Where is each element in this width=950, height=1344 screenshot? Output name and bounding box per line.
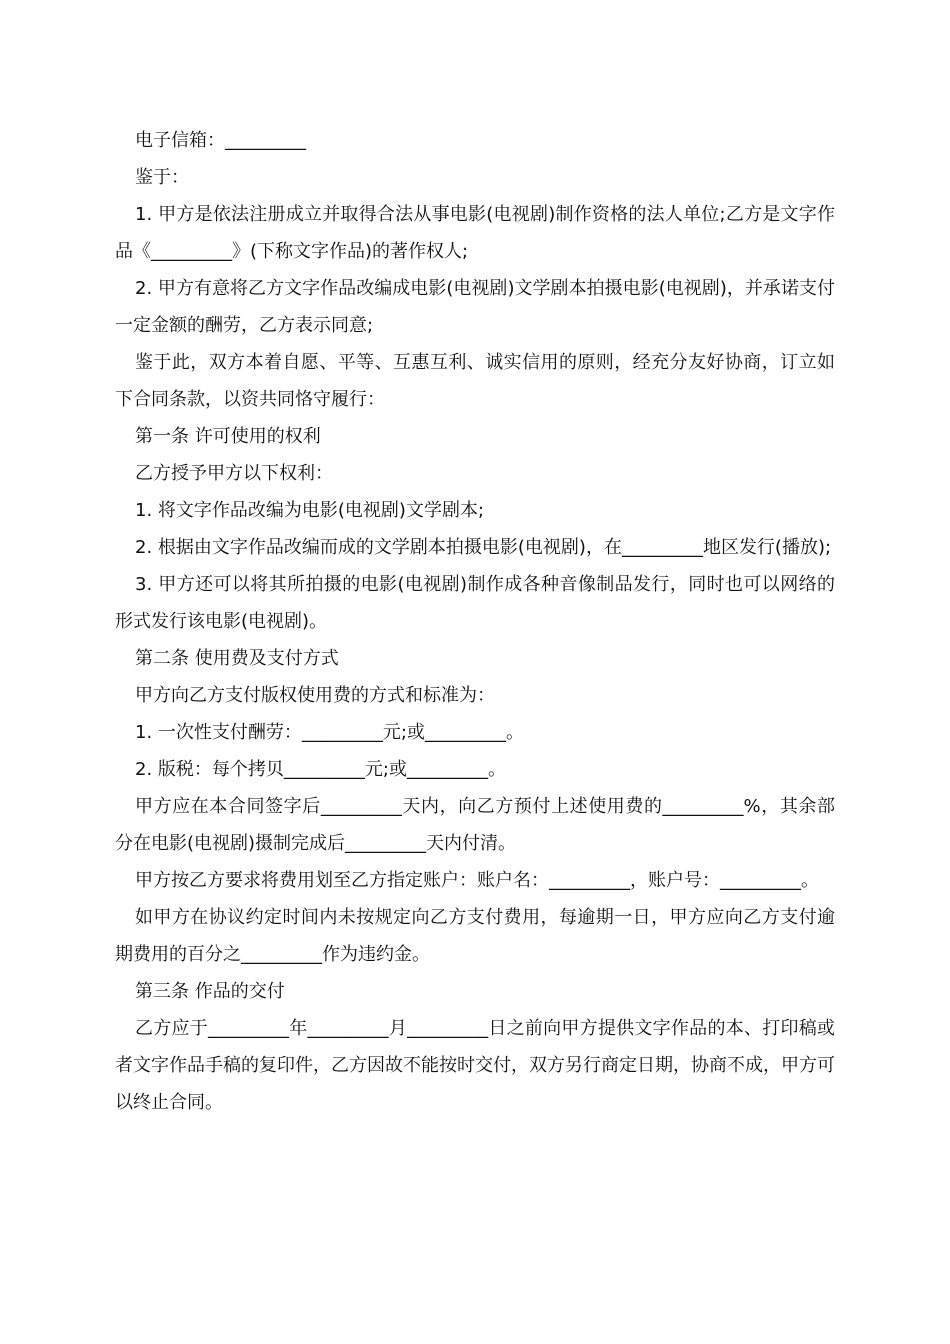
- whereas-item-1: 1. 甲方是依法注册成立并取得合法从事电影(电视剧)制作资格的法人单位;乙方是文字作品《_________》(下称文字作品)的著作权人;: [115, 204, 835, 262]
- article-1-heading: 第一条 许可使用的权利: [135, 426, 321, 447]
- article-2-penalty: 如甲方在协议约定时间内未按规定向乙方支付费用，每逾期一日，甲方应向乙方支付逾期费用的百分之_________作为违约金。: [115, 907, 835, 965]
- article-1-item-1: 1. 将文字作品改编为电影(电视剧)文学剧本;: [135, 500, 485, 521]
- whereas-heading: 鉴于：: [135, 167, 189, 188]
- email-line: 电子信箱：_________: [135, 130, 306, 151]
- article-2-heading: 第二条 使用费及支付方式: [135, 648, 339, 669]
- article-2-account-info: 甲方按乙方要求将费用划至乙方指定账户：账户名：_________，账户号：_________。: [135, 870, 819, 891]
- article-2-intro: 甲方向乙方支付版权使用费的方式和标准为：: [135, 685, 495, 706]
- article-1-intro: 乙方授予甲方以下权利：: [135, 463, 333, 484]
- article-1-item-2: 2. 根据由文字作品改编而成的文学剧本拍摄电影(电视剧)，在_________地区发行(播放);: [135, 537, 832, 558]
- article-2-item-2: 2. 版税：每个拷贝_________元;或_________。: [135, 759, 506, 780]
- article-1-item-3: 3. 甲方还可以将其所拍摄的电影(电视剧)制作成各种音像制品发行，同时也可以网络的形式发行该电影(电视剧)。: [115, 574, 835, 632]
- preamble-paragraph: 鉴于此，双方本着自愿、平等、互惠互利、诚实信用的原则，经充分友好协商，订立如下合同条款，以资共同恪守履行：: [115, 352, 835, 410]
- article-2-payment-schedule: 甲方应在本合同签字后_________天内，向乙方预付上述使用费的_________%，其余部分在电影(电视剧)摄制完成后_________天内付清。: [115, 796, 835, 854]
- article-3-delivery: 乙方应于_________年_________月_________日之前向甲方提供文字作品的本、打印稿或者文字作品手稿的复印件，乙方因故不能按时交付，双方另行商定日期，协商不成，甲方可以终止合同。: [115, 1018, 835, 1113]
- article-2-item-1: 1. 一次性支付酬劳：_________元;或_________。: [135, 722, 524, 743]
- document-page: [115, 122, 835, 1121]
- whereas-item-2: 2. 甲方有意将乙方文字作品改编成电影(电视剧)文学剧本拍摄电影(电视剧)，并承诺支付一定金额的酬劳，乙方表示同意;: [115, 278, 835, 336]
- article-3-heading: 第三条 作品的交付: [135, 981, 285, 1002]
